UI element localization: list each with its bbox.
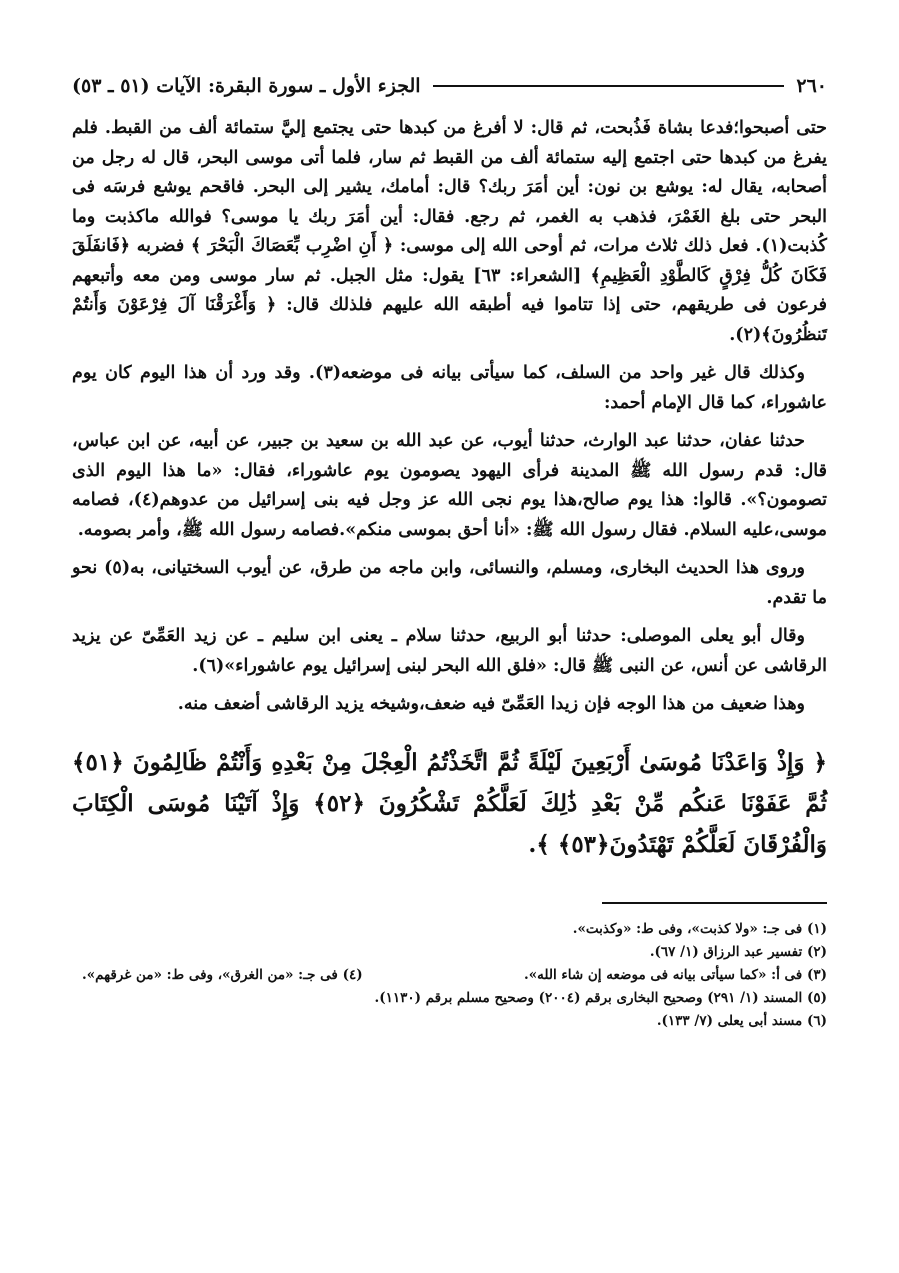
footnote-2: (٢) تفسير عبد الرزاق (١/ ٦٧). bbox=[649, 943, 827, 960]
paragraph-2: وكذلك قال غير واحد من السلف، كما سيأتى بيانه فى موضعه(٣). وقد ورد أن هذا اليوم كان يوم عاشوراء، كما قال الإمام أحمد: bbox=[72, 363, 827, 413]
page-number: ٢٦٠ bbox=[796, 75, 827, 97]
footnote-separator bbox=[602, 902, 827, 904]
footnote-3: (٣) فى أ: «كما سيأتى بيانه فى موضعه إن شاء الله». bbox=[524, 966, 827, 983]
footnote-6: (٦) مسند أبى يعلى (٧/ ١٣٣). bbox=[656, 1012, 827, 1029]
paragraph-5: وقال أبو يعلى الموصلى: حدثنا أبو الربيع، حدثنا سلام ـ يعنى ابن سليم ـ عن زيد العَمِّىّ عن يزيد الرقاشى عن أنس، عن النبى ﷺ قال: «فلق الله البحر لبنى إسرائيل يوم عاشوراء»(٦). bbox=[72, 626, 827, 676]
paragraph-4: وروى هذا الحديث البخارى، ومسلم، والنسائى، وابن ماجه من طرق، عن أيوب السختيانى، به(٥) نحو ما تقدم. bbox=[72, 558, 827, 608]
running-header bbox=[72, 68, 827, 104]
page bbox=[72, 68, 827, 1208]
body-text bbox=[72, 114, 827, 720]
footnote-5: (٥) المسند (١/ ٢٩١) وصحيح البخارى برقم (٢٠٠٤) وصحيح مسلم برقم (١١٣٠). bbox=[374, 989, 827, 1006]
running-title: الجزء الأول ـ سورة البقرة: الآيات (٥١ ـ ٥٣) bbox=[72, 75, 421, 97]
quran-verse-block: ﴿ وَإِذْ وَاعَدْنَا مُوسَىٰ أَرْبَعِينَ لَيْلَةً ثُمَّ اتَّخَذْتُمُ الْعِجْلَ مِنْ بَعْدِهِ وَأَنْتُمْ ظَالِمُونَ ﴿٥١﴾ ثُمَّ عَفَوْنَا عَنكُم مِّنْ بَعْدِ ذَٰلِكَ لَعَلَّكُمْ تَشْكُرُونَ ﴿٥٢﴾ وَإِذْ آتَيْنَا مُوسَى الْكِتَابَ وَالْفُرْقَانَ لَعَلَّكُمْ تَهْتَدُونَ﴿٥٣﴾ ﴾. bbox=[72, 748, 827, 858]
paragraph-1: حتى أصبحوا؛فدعا بشاة فَذُبحت، ثم قال: لا أفرغ من كبدها حتى يجتمع إليَّ ستمائة ألف من القبط. فلم يفرغ من كبدها حتى اجتمع إليه ستمائة ألف من القبط ثم سار، فلما أتى موسى البحر، قال له رجل من أصحابه، يقال له: يوشع بن نون: أين أمَرَ ربك؟ قال: أمامك، يشير إلى البحر. فاقحم يوشع فرسَه فى البحر حتى بلغ الغَمْرَ، فذهب به الغمر، ثم رجع. فقال: أين أمَرَ ربك يا موسى؟ فوالله ماكذبت وما كُذبت(١). فعل ذلك ثلاث مرات، ثم أوحى الله إلى موسى: ﴿ أَنِ اضْرِب بِّعَصَاكَ الْبَحْرَ ﴾ فضربه ﴿فَانفَلَقَ فَكَانَ كُلُّ فِرْقٍ كَالطَّوْدِ الْعَظِيمِ﴾ [الشعراء: ٦٣] يقول: مثل الجبل. ثم سار موسى ومن معه وأتبعهم فرعون فى طريقهم، حتى إذا تتاموا فيه أطبقه الله عليهم فلذلك قال: ﴿ وَأَغْرَقْنَا آلَ فِرْعَوْنَ وَأَنتُمْ تَنظُرُونَ﴾(٢). bbox=[72, 118, 828, 345]
footnote-4: (٤) فى جـ: «من الغرق»، وفى ط: «من غرقهم». bbox=[82, 966, 363, 983]
footnote-1: (١) فى جـ: «ولا كذبت»، وفى ط: «وكذبت». bbox=[572, 920, 827, 937]
footnotes bbox=[72, 918, 827, 1033]
header-rule bbox=[433, 85, 785, 87]
paragraph-3: حدثنا عفان، حدثنا عبد الوارث، حدثنا أيوب، عن عبد الله بن سعيد بن جبير، عن أبيه، عن ابن عباس، قال: قدم رسول الله ﷺ المدينة فرأى اليهود يصومون يوم عاشوراء، فقال: «ما هذا اليوم الذى تصومون؟». قالوا: هذا يوم صالح،هذا يوم نجى الله عز وجل فيه بنى إسرائيل من عدوهم(٤)، فصامه موسى،عليه السلام. فقال رسول الله ﷺ: «أنا أحق بموسى منكم».فصامه رسول الله ﷺ، وأمر بصومه. bbox=[72, 431, 827, 540]
paragraph-6: وهذا ضعيف من هذا الوجه فإن زيدا العَمِّىّ فيه ضعف،وشيخه يزيد الرقاشى أضعف منه. bbox=[177, 694, 805, 714]
footnote-row-3-4 bbox=[72, 964, 827, 987]
